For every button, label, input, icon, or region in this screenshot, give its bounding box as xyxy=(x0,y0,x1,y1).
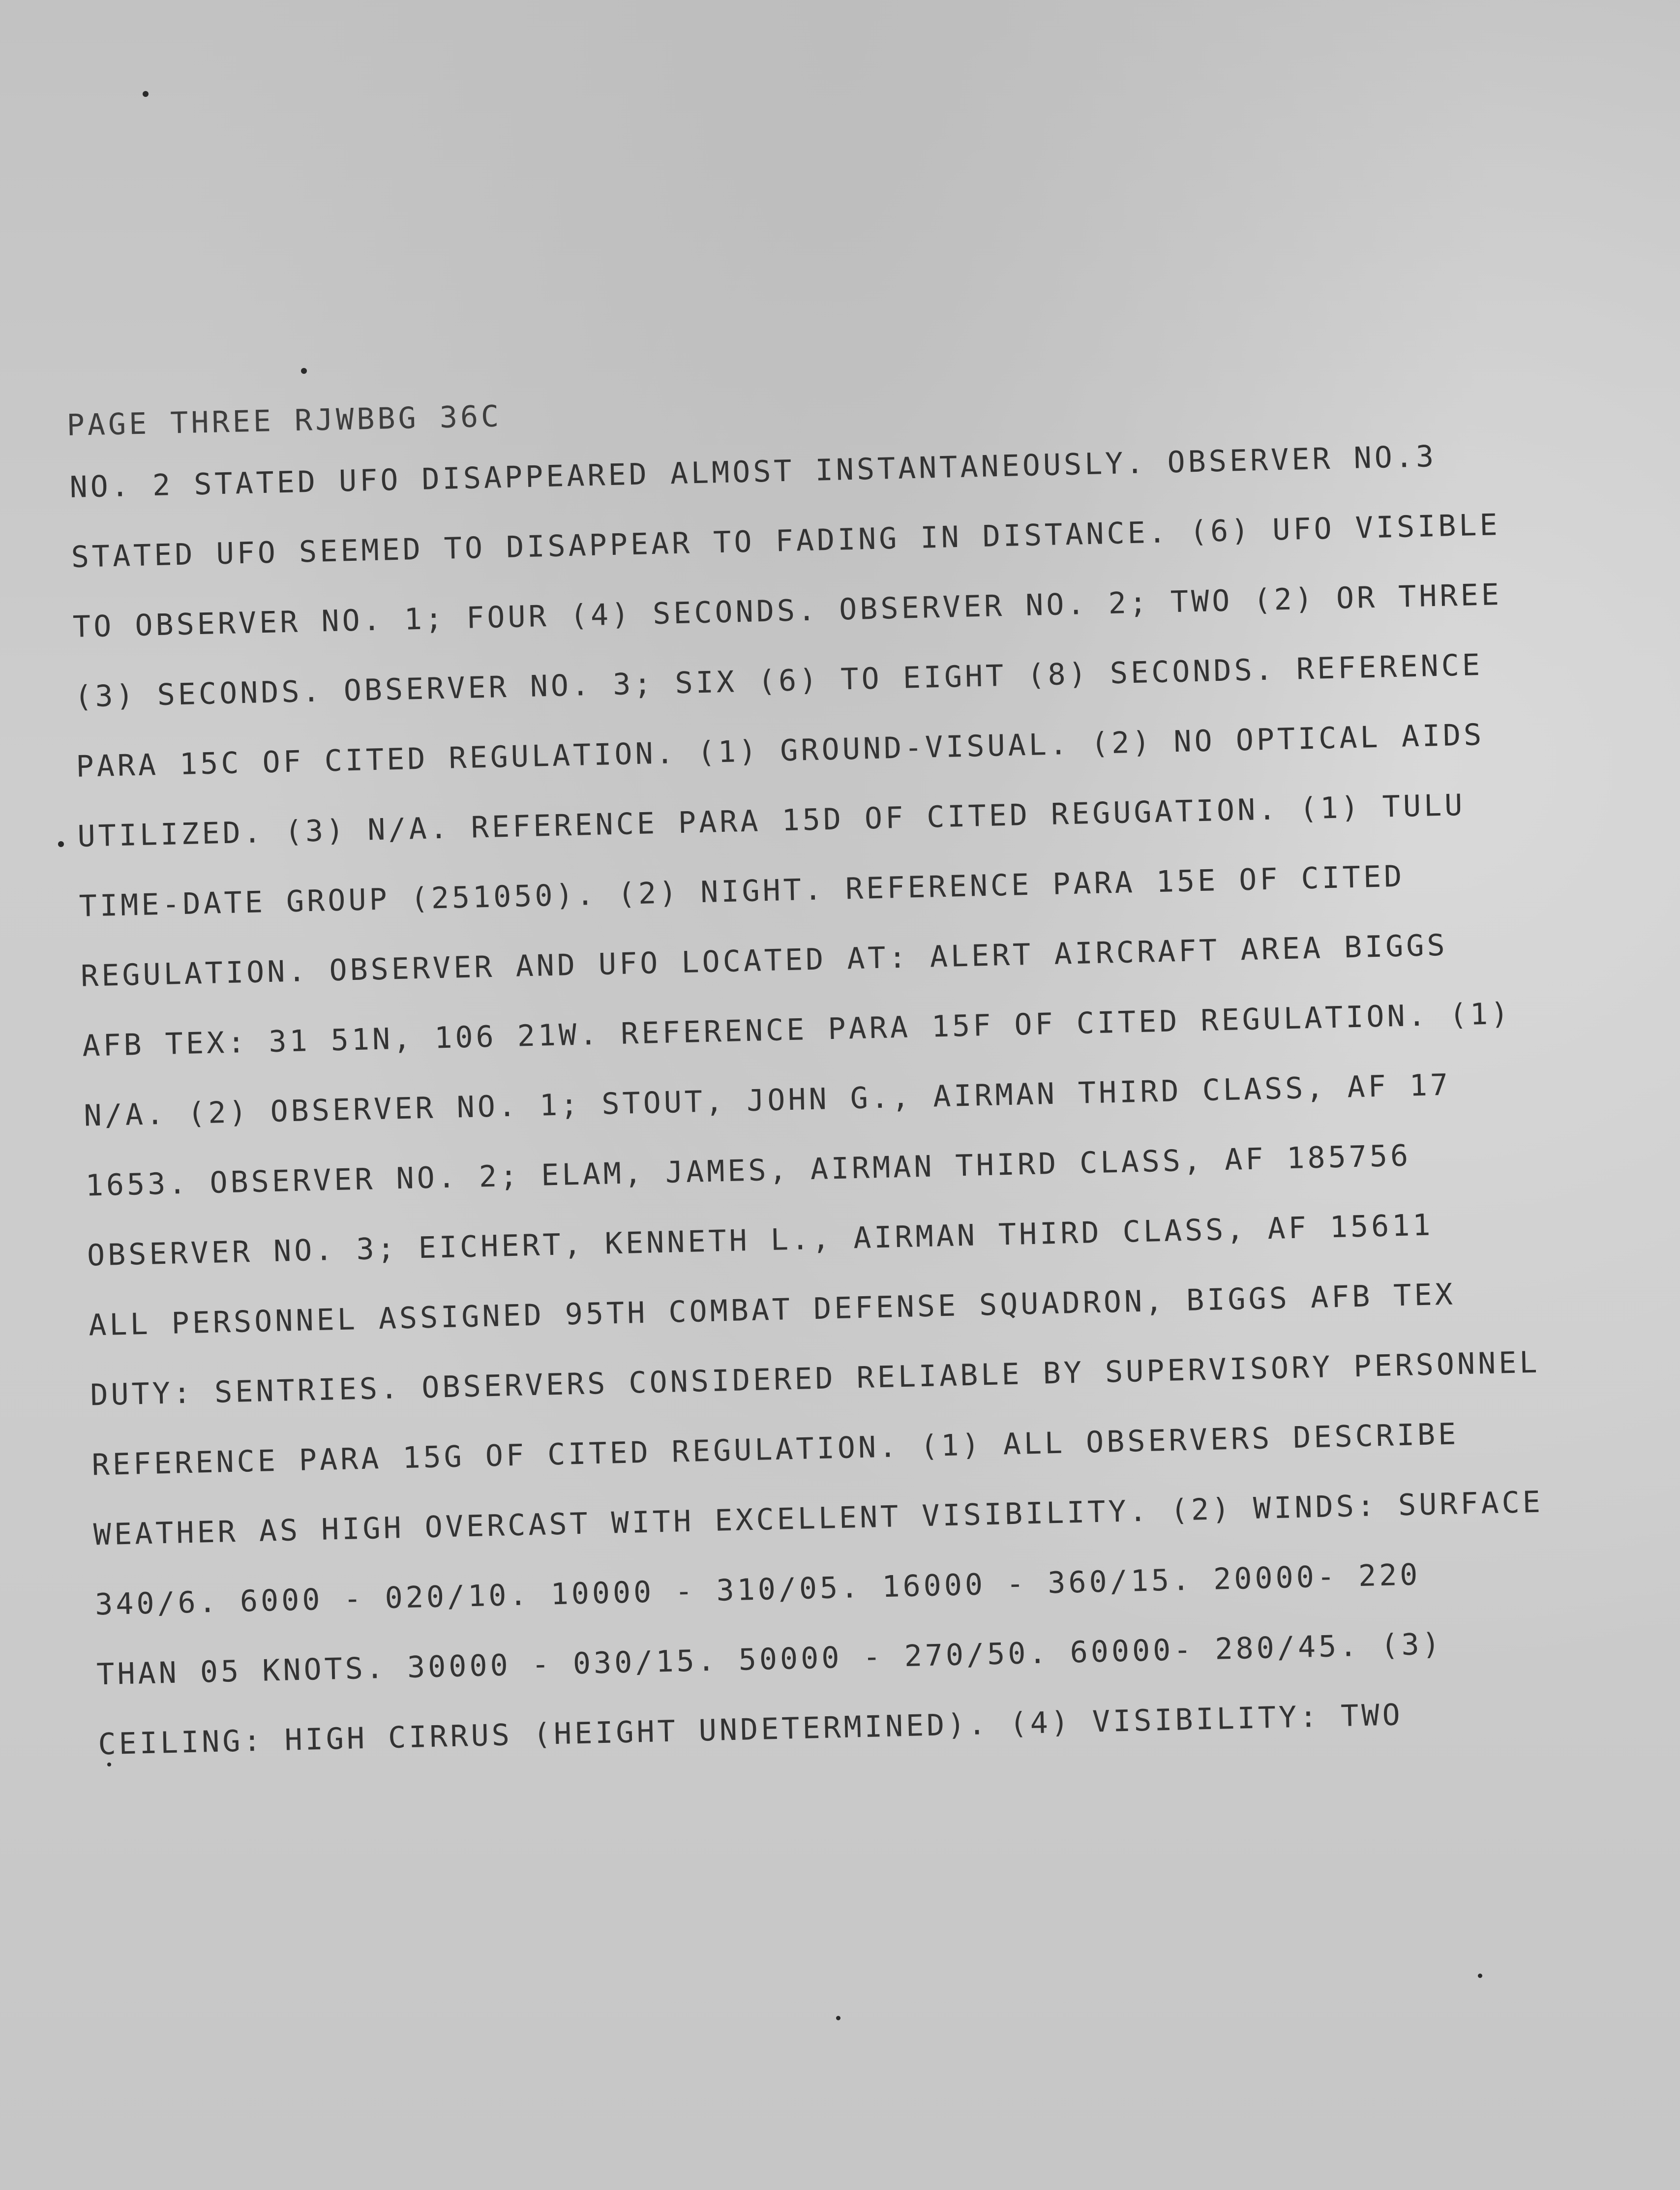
text-line: NO. 2 STATED UFO DISAPPEARED ALMOST INSTANTANEOUSLY. OBSERVER NO.3 xyxy=(69,439,1437,505)
text-line: (3) SECONDS. OBSERVER NO. 3; SIX (6) TO EIGHT (8) SECONDS. REFERENCE xyxy=(74,647,1483,714)
paper-speck xyxy=(836,2016,840,2020)
document-body xyxy=(69,417,1662,1779)
text-line: REFERENCE PARA 15G OF CITED REGULATION. (1) ALL OBSERVERS DESCRIBE xyxy=(91,1417,1459,1483)
text-line: DUTY: SENTRIES. OBSERVERS CONSIDERED RELIABLE BY SUPERVISORY PERSONNEL xyxy=(90,1345,1541,1413)
text-line: AFB TEX: 31 51N, 106 21W. REFERENCE PARA 15F OF CITED REGULATION. (1) xyxy=(82,996,1512,1064)
paper-speck xyxy=(143,91,149,97)
text-line: REGULATION. OBSERVER AND UFO LOCATED AT: ALERT AIRCRAFT AREA BIGGS xyxy=(80,928,1448,994)
paper-speck xyxy=(301,368,307,374)
text-line: TO OBSERVER NO. 1; FOUR (4) SECONDS. OBSERVER NO. 2; TWO (2) OR THREE xyxy=(72,577,1502,644)
text-line: WEATHER AS HIGH OVERCAST WITH EXCELLENT VISIBILITY. (2) WINDS: SURFACE xyxy=(93,1485,1544,1552)
text-line: TIME-DATE GROUP (251050). (2) NIGHT. REFERENCE PARA 15E OF CITED xyxy=(79,859,1405,924)
paper-speck xyxy=(1478,1974,1482,1978)
text-line: ALL PERSONNEL ASSIGNED 95TH COMBAT DEFENSE SQUADRON, BIGGS AFB TEX xyxy=(88,1277,1456,1343)
text-line: OBSERVER NO. 3; EICHERT, KENNETH L., AIRMAN THIRD CLASS, AF 15611 xyxy=(87,1208,1434,1273)
text-line: 340/6. 6000 - 020/10. 10000 - 310/05. 16000 - 360/15. 20000- 220 xyxy=(94,1557,1421,1622)
text-line: UTILIZED. (3) N/A. REFERENCE PARA 15D OF CITED REGUGATION. (1) TULU xyxy=(77,788,1466,854)
text-line: THAN 05 KNOTS. 30000 - 030/15. 50000 - 270/50. 60000- 280/45. (3) xyxy=(96,1627,1443,1692)
text-line: 1653. OBSERVER NO. 2; ELAM, JAMES, AIRMAN THIRD CLASS, AF 185756 xyxy=(85,1138,1411,1203)
page-header: PAGE THREE RJWBBG 36C xyxy=(66,399,502,443)
text-line: N/A. (2) OBSERVER NO. 1; STOUT, JOHN G., AIRMAN THIRD CLASS, AF 17 xyxy=(83,1067,1451,1133)
paper-speck xyxy=(58,841,64,847)
text-line: CEILING: HIGH CIRRUS (HEIGHT UNDETERMINED). (4) VISIBILITY: TWO xyxy=(97,1698,1404,1762)
text-line: STATED UFO SEEMED TO DISAPPEAR TO FADING IN DISTANCE. (6) UFO VISIBLE xyxy=(71,508,1501,575)
text-line: PARA 15C OF CITED REGULATION. (1) GROUND-VISUAL. (2) NO OPTICAL AIDS xyxy=(75,717,1485,784)
